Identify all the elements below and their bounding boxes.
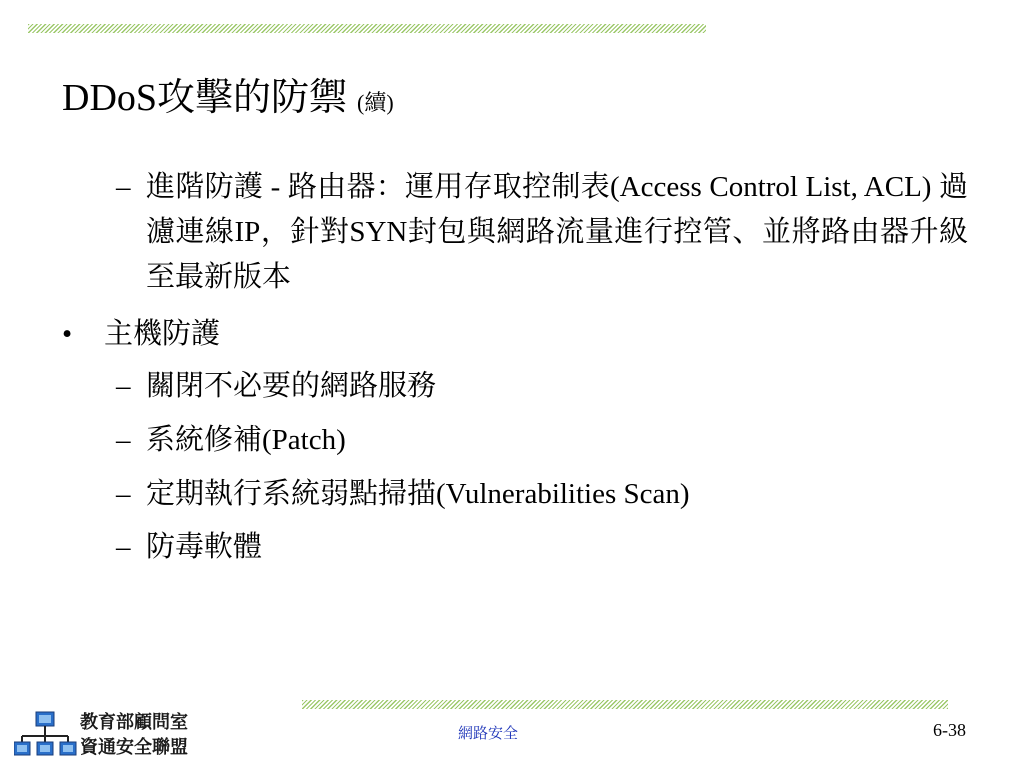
slide-title-continued: (續)	[357, 90, 394, 115]
logo-line-2: 資通安全聯盟	[80, 737, 188, 758]
logo-text	[80, 710, 188, 760]
page-number: 6-38	[933, 720, 966, 740]
dash-marker: –	[116, 478, 131, 510]
list-item-text: 關閉不必要的網路服務	[146, 370, 437, 402]
list-item-vulnerability-scan	[116, 472, 690, 517]
list-item-text: 定期執行系統弱點掃描(Vulnerabilities Scan)	[146, 478, 690, 510]
list-item-text: 進階防護 - 路由器：運用存取控制表(Access Control List, ACL) 過濾連線IP，針對SYN封包與網路流量進行控管、並將路由器升級至最新版本	[146, 171, 968, 293]
dash-marker: –	[116, 370, 131, 402]
dash-marker: –	[116, 531, 131, 563]
slide-title-main: DDoS攻擊的防禦	[62, 77, 348, 119]
bullet-marker: •	[62, 318, 73, 350]
list-item-text: 系統修補(Patch)	[146, 424, 346, 456]
list-item-antivirus	[116, 525, 263, 570]
list-item-host-protection	[62, 312, 221, 357]
list-item-text: 主機防護	[104, 318, 221, 350]
list-item-advanced-protection	[116, 165, 968, 300]
dash-marker: –	[116, 424, 131, 456]
top-decorative-stripe	[28, 24, 706, 33]
organization-logo	[14, 710, 224, 764]
slide-title	[62, 74, 394, 127]
dash-marker: –	[116, 171, 131, 203]
footer-course-title: 網路安全	[458, 724, 519, 742]
list-item-disable-services	[116, 364, 437, 409]
list-item-patch	[116, 418, 346, 463]
list-item-text: 防毒軟體	[146, 531, 263, 563]
bottom-decorative-stripe	[302, 700, 948, 709]
logo-line-1: 教育部顧問室	[80, 712, 188, 733]
network-topology-icon	[14, 710, 78, 760]
